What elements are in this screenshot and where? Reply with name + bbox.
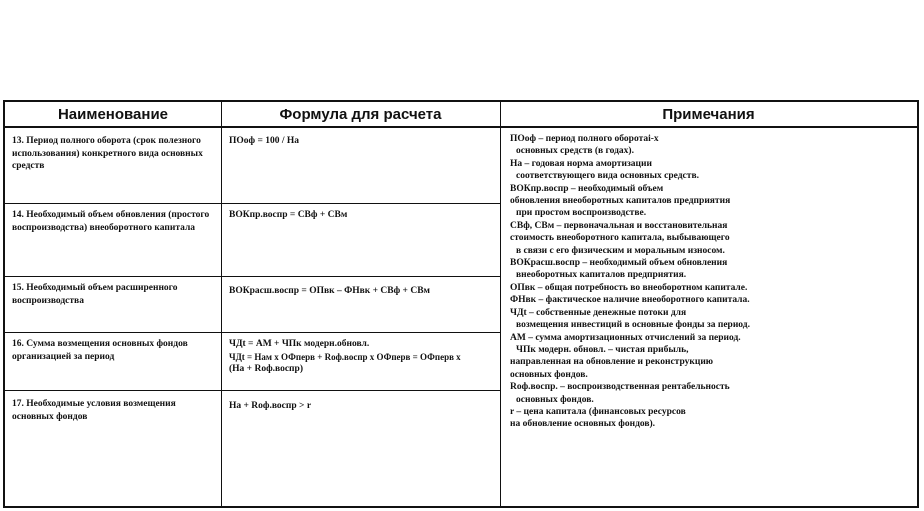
notes-line: ПОоф – период полного оборотаi-х [510,134,659,144]
row-divider [5,203,500,204]
notes-line: стоимость внеоборотного капитала, выбывающего [510,233,730,244]
row-16-formula-line-1: ЧДt = АМ + ЧПк модерн.обновл. [229,339,370,349]
row-16-formula [229,338,495,376]
notes-line: основных фондов. [516,394,594,405]
notes-line: основных средств (в годах). [516,146,634,157]
notes-line: ВОКпр.воспр – необходимый объем [510,183,664,194]
notes-line: ФНвк – фактическое наличие внеоборотного капитала. [510,295,750,306]
notes-line: ВОКрасш.воспр – необходимый объем обновления [510,258,728,269]
notes-line: в связи с его физическим и моральным износом. [516,245,725,256]
notes-line: обновления внеоборотных капиталов предприятия [510,196,731,207]
column-divider [500,102,501,506]
notes-line: ОПвк – общая потребность во внеоборотном капитале. [510,282,748,293]
notes-line: основных фондов. [510,369,588,380]
column-divider [221,102,222,506]
header-notes: Примечания [500,102,917,128]
row-16-formula-line-3: (На + Rоф.воспр) [229,364,303,374]
notes-line: при простом воспроизводстве. [516,208,647,219]
row-13-formula: ПОоф = 100 / На [229,136,300,146]
row-15-formula: ВОКрасш.воспр = ОПвк – ФНвк + СВф + СВм [229,286,431,296]
row-14-formula: ВОКпр.воспр = СВф + СВм [229,210,348,220]
row-17-formula: На + Rоф.воспр > r [229,401,312,411]
notes-line: возмещения инвестиций в основные фонды за период. [516,320,750,331]
row-13-name: 13. Период полного оборота (срок полезного использования) конкретного вида основных средств [12,136,203,171]
notes-line: соответствующего вида основных средств. [516,171,699,182]
notes-line: На – годовая норма амортизации [510,158,652,169]
header-formula: Формула для расчета [221,102,500,128]
formulas-table [3,100,919,508]
notes-line: АМ – сумма амортизационных отчислений за период. [510,332,741,343]
notes-line: внеоборотных капиталов предприятия. [516,270,687,281]
notes-line: Rоф.воспр. – воспроизводственная рентабельность [510,382,730,393]
row-15-name: 15. Необходимый объем расширенного воспроизводства [12,283,178,306]
row-divider [5,332,500,333]
row-14-name: 14. Необходимый объем обновления (простого воспроизводства) внеоборотного капитала [12,210,210,233]
row-16-name: 16. Сумма возмещения основных фондов организацией за период [12,339,188,362]
notes-line: r – цена капитала (финансовых ресурсов [510,406,686,417]
row-divider [5,390,500,391]
header-name: Наименование [5,102,221,128]
row-17-name: 17. Необходимые условия возмещения основных фондов [12,399,176,422]
row-16-formula-line-2: ЧДt = Нам х ОФперв + Rоф.воспр х ОФперв = ОФперв х [229,351,461,362]
notes-line: направленная на обновление и реконструкцию [510,357,714,368]
row-divider [5,276,500,277]
notes-line: ЧДt – собственные денежные потоки для [510,307,687,318]
notes-text [510,133,785,431]
notes-line: ЧПк модерн. обновл. – чистая прибыль, [516,344,689,355]
notes-line: СВф, СВм – первоначальная и восстановительная [510,220,728,231]
notes-line: на обновление основных фондов). [510,419,656,430]
